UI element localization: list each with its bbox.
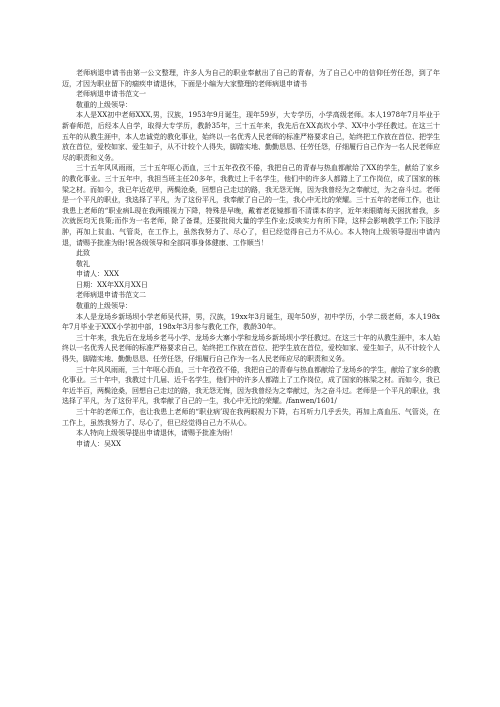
section-title-2: 老师病退申请书范文二 [76, 291, 146, 300]
body-paragraph: 三十五年风风雨雨，三十五年呕心沥血，三十五年孜孜不倦，我把自己的青春与热血都献给了XX的学生，献给了家乡的教化事业。三十五年中，我担当班主任20多年，我教过上千名学生，他们中的许多人都踏上了工作岗位，成了国家的栋梁之材。而如今，我已年近花甲，两鬓沧桑，回想自己走过的路，我无怨无悔，因为我曾经为之奉献过，为之奋斗过。老师是一个平凡的职业，我选择了平凡，为了这份平凡，我奉献了自己的一生，我心中无比的荣耀。三十五年的老师工作，也让我患上老师的“职业病L现在我两眼视力下降，特殊是早晚，戴着老花镜都看不清课本的字，近年来眼睛每天困扰着我，多次就医均无良策;而作为一名老师，除了备课，还要批阅大量的学生作业;反映实力有所下降，这样会影响教学工作;下肢浮肿，再加上贫血、气管炎，在工作上，虽然我努力了、尽心了，但已经觉得自己力不从心。本人特向上级领导提出申请内退，请赐予批准为盼!祝各级领导和全部同事身体健康、工作顺当！ [62, 164, 440, 247]
salutation: 敬重的上级领导： [76, 100, 132, 109]
body-paragraph: 三十年的老师工作，也让我患上老师的“职业病’现在我两眼视力下降，右耳听力几乎丢失，再加上高血压、气管炎，在工作上，虽然我努力了、尽心了，但已经觉得自己力不从心。 [62, 408, 440, 427]
closing-line: 敬礼 [76, 259, 90, 268]
applicant-line: 申请人：吴XX [76, 439, 121, 448]
body-paragraph: 三十年风风雨雨，三十年呕心沥血，三十年孜孜不倦，我把自己的青春与热血都献给了龙场乡的学生，献给了家乡的教化事业。三十年中，我教过十几届、近千名学生，他们中的许多人都踏上了工作岗位，成了国家的栋梁之材。而如今，我已年近半百，两鬓沧桑，回想自己走过的路，我无怨无悔，因为我曾经为之奉献过，为之奋斗过。老师是一个平凡的职业，我选择了平凡，为了这份平凡，我奉献了自己的一生，我心中无比的荣耀。/fanwen/1601/ [62, 365, 440, 406]
closing-line: 此致 [76, 249, 90, 258]
salutation: 敬重的上级领导： [76, 302, 132, 311]
request-line: 本人特向上级领导提出申请退休，请赐予批准为盼！ [76, 429, 237, 438]
date-line: 日期：XX年XX月XX日 [76, 280, 148, 289]
document-body [62, 68, 440, 449]
body-paragraph: 本人是XX初中老师XXX,男，汉族，1953年9月诞生，现年59岁，大专学历，小学高级老师。本人1978年7月毕业于新春师范，后经本人自学，取得大专学历，教龄35年，三十五年来，我先后在XX高坎小学、XX中小学任教过。在这三十五年的从教生涯中，本人忠诚党的教化事业，始终以一名优秀人民老师的标准严格要求自己，始终把工作放在首位、把学生放在首位，爱校如家、爱生如子，从不计较个人得失，脚踏实地、勤勤恳恳、任劳任怨，仔细履行自己作为一名人民老师应尽的职责和义务。 [62, 111, 440, 162]
intro-paragraph: 老师病退申请书由第一公文整理，许多人为自己的职业奉献出了自己的青春，为了自己心中的信仰任劳任怨，到了年迈，才因为职业留下的痼疾申请退休，下面是小编为大家整理的老师病退申请书 [62, 69, 440, 88]
body-paragraph: 三十年来，我先后在龙场乡老马小学、龙场乡大寨小学和龙场乡新场坝小学任教过。在这三十年的从教生涯中，本人始终以一名优秀人民老师的标准严格要求自己，始终把工作放在首位、把学生放在首位，爱校如家、爱生如子，从不计较个人得失，脚踏实地、勤勤恳恳、任劳任怨，仔细履行自己作为一名人民老师应尽的职责和义务。 [62, 333, 440, 364]
applicant-line: 申请人：XXX [76, 270, 119, 279]
body-paragraph: 本人是龙场乡新场坝小学老师吴代祥，男，汉族，19xx年3月诞生，现年50岁，初中学历，小学二级老师，本人198x年7月毕业于XXX小学初中部，198x年3月参与教化工作，教龄30年。 [62, 312, 440, 332]
section-title-1: 老师病退申请书范文一 [76, 90, 146, 99]
